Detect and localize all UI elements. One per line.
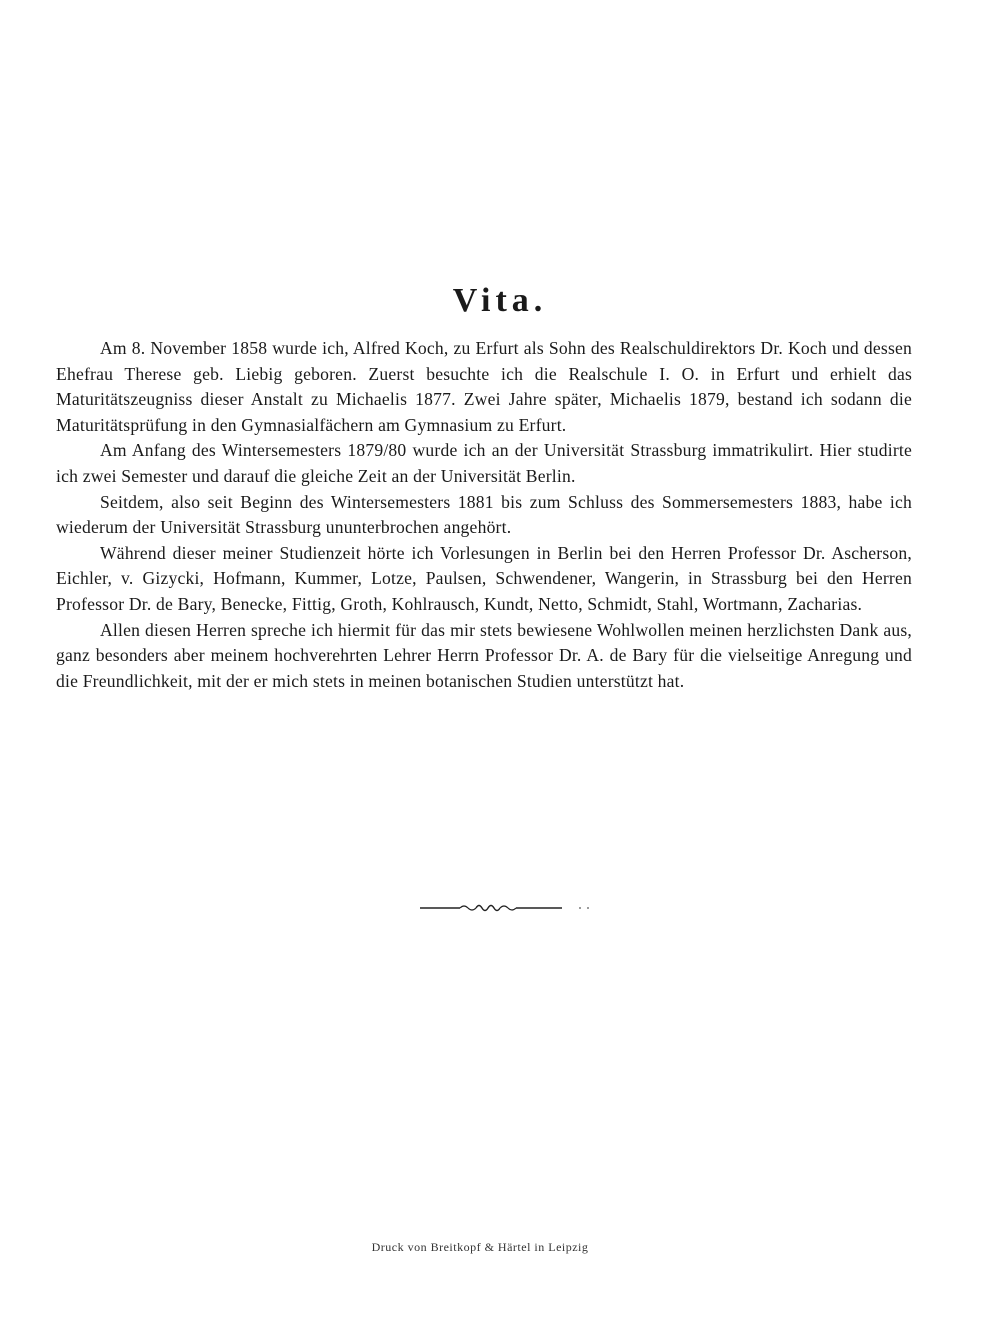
printer-imprint: Druck von Breitkopf & Härtel in Leipzig (371, 1240, 589, 1254)
vita-body (56, 336, 912, 694)
page-title: Vita. (452, 282, 548, 319)
paragraph-professors: Während dieser meiner Studienzeit hörte ich Vorlesungen in Berlin bei den Herren Professor Dr. Ascherson, Eichler, v. Gizycki, Hofmann, Kummer, Lotze, Paulsen, Schwendener, Wangerin, in Strassburg bei den Herren Professor Dr. de Bary, Benecke, Fittig, Groth, Kohlrausch, Kundt, Netto, Schmidt, Stahl, Wortmann, Zacharias. (56, 542, 912, 614)
paragraph-strassburg-return: Seitdem, also seit Beginn des Wintersemesters 1881 bis zum Schluss des Sommersemesters 1883, habe ich wiederum der Universität Strassburg ununterbrochen angehört. (56, 491, 912, 538)
paragraph-acknowledgement: Allen diesen Herren spreche ich hiermit für das mir stets bewiesene Wohlwollen meinen herzlichsten Dank aus, ganz besonders aber meinem hochverehrten Lehrer Herrn Professor Dr. A. de Bary für die vielseitige Anregung und die Freundlichkeit, mit der er mich stets in meinen botanischen Studien unterstützt hat. (56, 619, 912, 691)
decorative-rule-icon (0, 896, 1000, 920)
paragraph-birth-education: Am 8. November 1858 wurde ich, Alfred Koch, zu Erfurt als Sohn des Realschuldirektors Dr. Koch und dessen Ehefrau Therese geb. Liebig geboren. Zuerst besuchte ich die Realschule I. O. in Erfurt und erhielt das Maturitätszeugniss dieser Anstalt zu Michaelis 1877. Zwei Jahre später, Michaelis 1879, bestand ich sodann die Maturitätsprüfung in den Gymnasialfächern am Gymnasium zu Erfurt. (56, 338, 912, 435)
paragraph-matriculation: Am Anfang des Wintersemesters 1879/80 wurde ich an der Universität Strassburg immatrikulirt. Hier studirte ich zwei Semester und darauf die gleiche Zeit an der Universität Berlin. (56, 440, 912, 486)
